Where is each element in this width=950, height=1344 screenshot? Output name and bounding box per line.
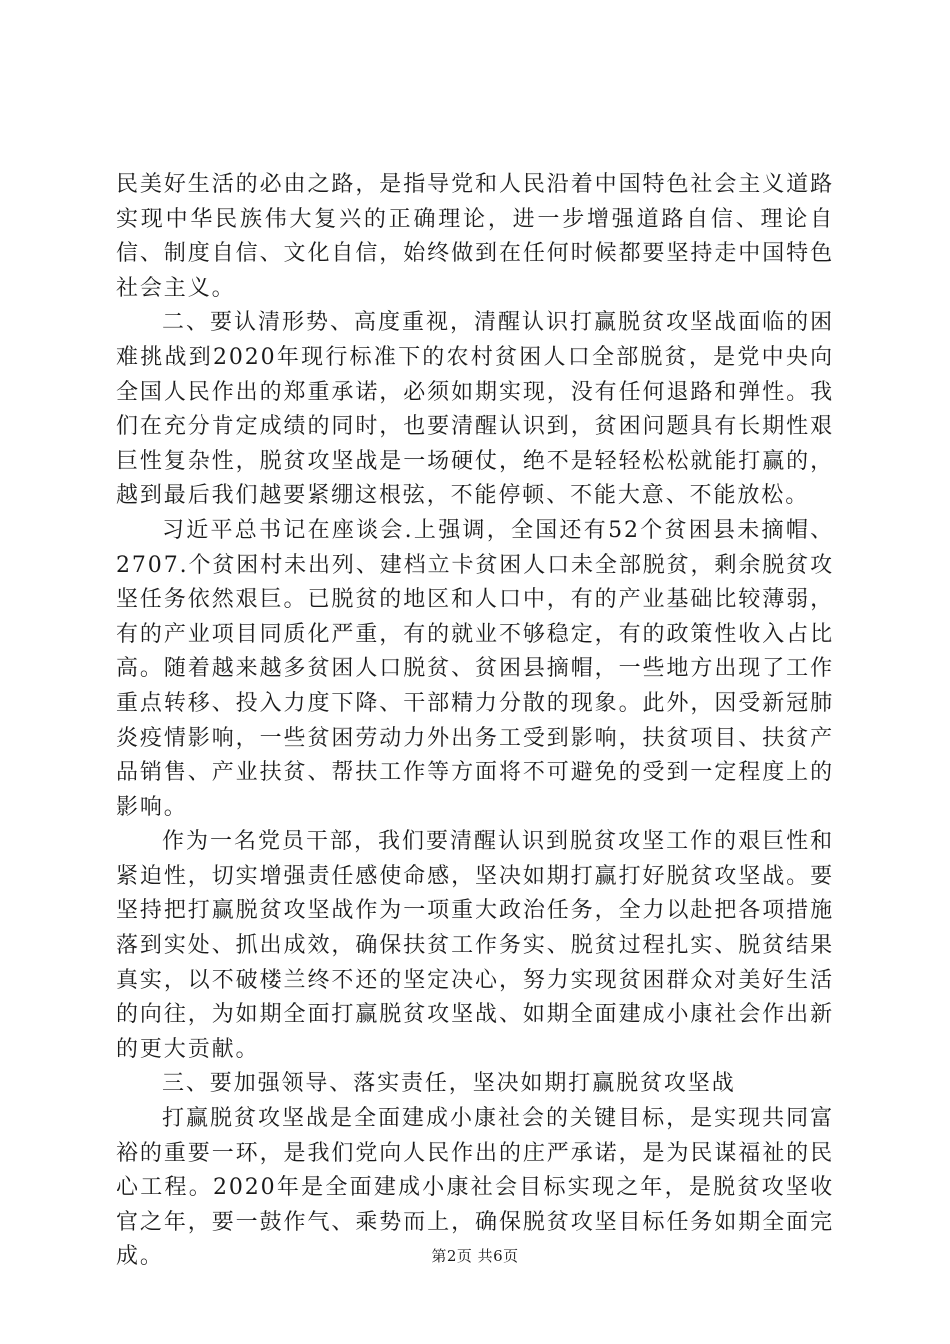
paragraph-continued: 民美好生活的必由之路，是指导党和人民沿着中国特色社会主义道路实现中华民族伟大复兴的正确理论，进一步增强道路自信、理论自信、制度自信、文化自信，始终做到在任何时候都要坚持走中国特色社会主义。 [116,172,834,301]
section-two-heading-paragraph: 二、要认清形势、高度重视，清醒认识打赢脱贫攻坚战面临的困难挑战到2020年现行标准下的农村贫困人口全部脱贫，是党中央向全国人民作出的郑重承诺，必须如期实现，没有任何退路和弹性。我们在充分肯定成绩的同时，也要清醒认识到，贫困问题具有长期性艰巨性复杂性，脱贫攻坚战是一场硬仗，绝不是轻轻松松就能打赢的，越到最后我们越要紧绷这根弦，不能停顿、不能大意、不能放松。 [116,310,834,509]
paragraph-speech-summary: 习近平总书记在座谈会.上强调，全国还有52个贫困县未摘帽、2707.个贫困村未出列、建档立卡贫困人口未全部脱贫，剩余脱贫攻坚任务依然艰巨。已脱贫的地区和人口中，有的产业基础比较薄弱，有的产业项目同质化严重，有的就业不够稳定，有的政策性收入占比高。随着越来越多贫困人口脱贫、贫困县摘帽，一些地方出现了工作重点转移、投入力度下降、干部精力分散的现象。此外，因受新冠肺炎疫情影响，一些贫困劳动力外出务工受到影响，扶贫项目、扶贫产品销售、产业扶贫、帮扶工作等方面将不可避免的受到一定程度上的影响。 [116,517,834,820]
document-body [116,168,834,1275]
section-three-heading: 三、要加强领导、落实责任，坚决如期打赢脱贫攻坚战 [162,1071,736,1097]
paragraph-party-member: 作为一名党员干部，我们要清醒认识到脱贫攻坚工作的艰巨性和紧迫性，切实增强责任感使命感，坚决如期打赢打好脱贫攻坚战。要坚持把打赢脱贫攻坚战作为一项重大政治任务，全力以赴把各项措施落到实处、抓出成效，确保扶贫工作务实、脱贫过程扎实、脱贫结果真实，以不破楼兰终不还的坚定决心，努力实现贫困群众对美好生活的向往，为如期全面打赢脱贫攻坚战、如期全面建成小康社会作出新的更大贡献。 [116,829,834,1062]
page-footer: 第2页 共6页 [431,1247,519,1265]
paragraph-key-goal: 打赢脱贫攻坚战是全面建成小康社会的关键目标，是实现共同富裕的重要一环，是我们党向人民作出的庄严承诺，是为民谋福祉的民心工程。2020年是全面建成小康社会目标实现之年，是脱贫攻坚收官之年，要一鼓作气、乘势而上，确保脱贫攻坚目标任务如期全面完成。 [116,1106,834,1270]
